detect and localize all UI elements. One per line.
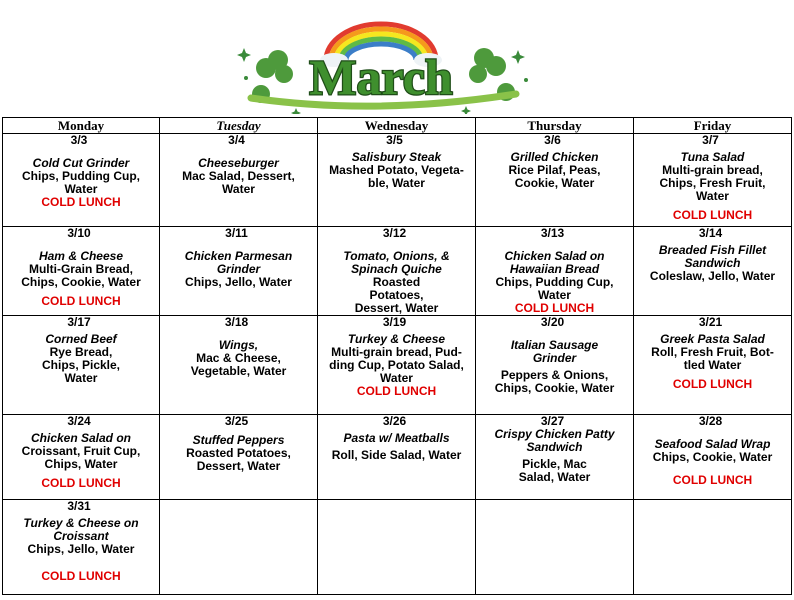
day-cell xyxy=(160,316,318,415)
day-cell xyxy=(634,134,792,227)
date-label: 3/7 xyxy=(702,133,719,147)
menu-sides: Chips, Pudding Cup, Water xyxy=(495,275,614,302)
menu-sides: Mac Salad, Dessert, Water xyxy=(182,169,295,196)
menu-item: Greek Pasta Salad xyxy=(660,332,765,346)
date-label: 3/27 xyxy=(540,414,565,428)
week-row xyxy=(3,415,792,500)
day-cell xyxy=(3,316,160,415)
day-cell xyxy=(160,500,318,595)
menu-sides: Pickle, Mac Salad, Water xyxy=(518,457,591,484)
menu-item: Cold Cut Grinder xyxy=(32,156,130,170)
menu-sides: Chips, Cookie, Water xyxy=(652,450,773,464)
menu-sides: Chips, Jello, Water xyxy=(185,275,292,289)
day-cell xyxy=(476,500,634,595)
day-cell xyxy=(634,500,792,595)
cold-lunch-label: COLD LUNCH xyxy=(41,569,121,583)
menu-item: Tomato, Onions, & Spinach Quiche xyxy=(343,249,450,276)
day-cell xyxy=(318,227,476,316)
date-label: 3/12 xyxy=(382,226,407,240)
day-cell xyxy=(634,415,792,500)
day-cell xyxy=(476,316,634,415)
menu-sides: Rice Pilaf, Peas, Cookie, Water xyxy=(508,163,601,190)
cold-lunch-label: COLD LUNCH xyxy=(672,208,753,222)
day-cell xyxy=(318,415,476,500)
menu-sides: Chips, Jello, Water xyxy=(27,542,135,556)
date-label: 3/24 xyxy=(67,414,91,428)
date-label: 3/10 xyxy=(67,226,91,240)
day-cell xyxy=(3,227,160,316)
day-cell xyxy=(634,227,792,316)
week-row xyxy=(3,134,792,227)
menu-sides: Multi-Grain Bread, Chips, Cookie, Water xyxy=(21,262,141,289)
date-label: 3/31 xyxy=(67,499,91,513)
date-label: 3/14 xyxy=(698,226,723,240)
day-cell xyxy=(3,415,160,500)
day-cell xyxy=(318,134,476,227)
menu-sides: Coleslaw, Jello, Water xyxy=(649,269,776,283)
cold-lunch-label: COLD LUNCH xyxy=(672,377,753,391)
menu-item: Stuffed Peppers xyxy=(192,433,285,447)
day-cell xyxy=(318,500,476,595)
menu-item: Chicken Salad on Hawaiian Bread xyxy=(504,249,605,276)
date-label: 3/17 xyxy=(67,315,91,329)
menu-item: Cheeseburger xyxy=(198,156,279,170)
cold-lunch-label: COLD LUNCH xyxy=(41,195,121,209)
day-cell xyxy=(476,227,634,316)
menu-sides: Mac & Cheese, Vegetable, Water xyxy=(190,351,287,378)
date-label: 3/3 xyxy=(70,133,88,147)
menu-sides: Roasted Potatoes, Dessert, Water xyxy=(354,275,439,315)
week-row xyxy=(3,227,792,316)
day-cell xyxy=(476,134,634,227)
date-label: 3/18 xyxy=(224,315,249,329)
day-header-thursday: Thursday xyxy=(476,118,634,134)
menu-item: Salisbury Steak xyxy=(351,150,442,164)
menu-item: Pasta w/ Meatballs xyxy=(343,431,450,445)
menu-item: Breaded Fish Fillet Sandwich xyxy=(658,243,767,270)
date-label: 3/19 xyxy=(382,315,407,329)
lunch-calendar xyxy=(2,117,792,595)
menu-sides: Roll, Fresh Fruit, Bot-tled Water xyxy=(651,345,774,372)
week-row xyxy=(3,500,792,595)
date-label: 3/21 xyxy=(698,315,723,329)
banner-title: March xyxy=(309,49,453,105)
day-cell xyxy=(3,500,160,595)
menu-sides: Croissant, Fruit Cup, Chips, Water xyxy=(21,444,141,471)
date-label: 3/26 xyxy=(382,414,407,428)
date-label: 3/11 xyxy=(225,226,248,240)
menu-item: Chicken Salad on xyxy=(30,431,132,445)
date-label: 3/25 xyxy=(224,414,249,428)
menu-item: Wings, xyxy=(218,338,259,352)
menu-item: Turkey & Cheese xyxy=(347,332,446,346)
menu-item: Italian Sausage Grinder xyxy=(510,338,599,365)
menu-item: Tuna Salad xyxy=(680,150,745,164)
menu-sides: Peppers & Onions, Chips, Cookie, Water xyxy=(494,368,615,395)
day-header-monday: Monday xyxy=(3,118,160,134)
day-cell xyxy=(318,316,476,415)
date-label: 3/4 xyxy=(228,133,245,147)
day-header-wednesday: Wednesday xyxy=(318,118,476,134)
cold-lunch-label: COLD LUNCH xyxy=(41,294,121,308)
date-label: 3/13 xyxy=(540,226,565,240)
cold-lunch-label: COLD LUNCH xyxy=(41,476,121,490)
menu-item: Turkey & Cheese on Croissant xyxy=(23,516,139,543)
menu-sides: Chips, Pudding Cup, Water xyxy=(22,169,140,196)
day-header-friday: Friday xyxy=(634,118,792,134)
menu-item: Chicken Parmesan Grinder xyxy=(184,249,293,276)
menu-item: Ham & Cheese xyxy=(38,249,124,263)
date-label: 3/28 xyxy=(698,414,723,428)
weekday-header-row xyxy=(3,118,792,134)
menu-sides: Multi-grain bread, Chips, Fresh Fruit, Water xyxy=(659,163,766,203)
cold-lunch-label: COLD LUNCH xyxy=(356,384,437,398)
cold-lunch-label: COLD LUNCH xyxy=(672,473,753,487)
menu-sides: Multi-grain bread, Pud-ding Cup, Potato Salad, Water xyxy=(329,345,464,385)
menu-sides: Roasted Potatoes, Dessert, Water xyxy=(186,446,291,473)
menu-sides: Rye Bread, Chips, Pickle, Water xyxy=(41,345,121,385)
march-banner xyxy=(226,20,536,114)
day-cell xyxy=(160,134,318,227)
menu-item: Corned Beef xyxy=(45,332,117,346)
day-cell xyxy=(160,227,318,316)
day-cell xyxy=(160,415,318,500)
day-cell xyxy=(3,134,160,227)
menu-sides: Mashed Potato, Vegeta-ble, Water xyxy=(329,163,464,190)
cold-lunch-label: COLD LUNCH xyxy=(514,301,595,315)
menu-sides: Roll, Side Salad, Water xyxy=(331,448,462,462)
date-label: 3/20 xyxy=(540,315,565,329)
menu-item: Grilled Chicken xyxy=(510,150,599,164)
week-row xyxy=(3,316,792,415)
date-label: 3/6 xyxy=(544,133,561,147)
date-label: 3/5 xyxy=(386,133,403,147)
menu-item: Crispy Chicken Patty Sandwich xyxy=(494,427,615,454)
day-header-tuesday: Tuesday xyxy=(160,118,318,134)
day-cell xyxy=(476,415,634,500)
menu-item: Seafood Salad Wrap xyxy=(654,437,771,451)
day-cell xyxy=(634,316,792,415)
